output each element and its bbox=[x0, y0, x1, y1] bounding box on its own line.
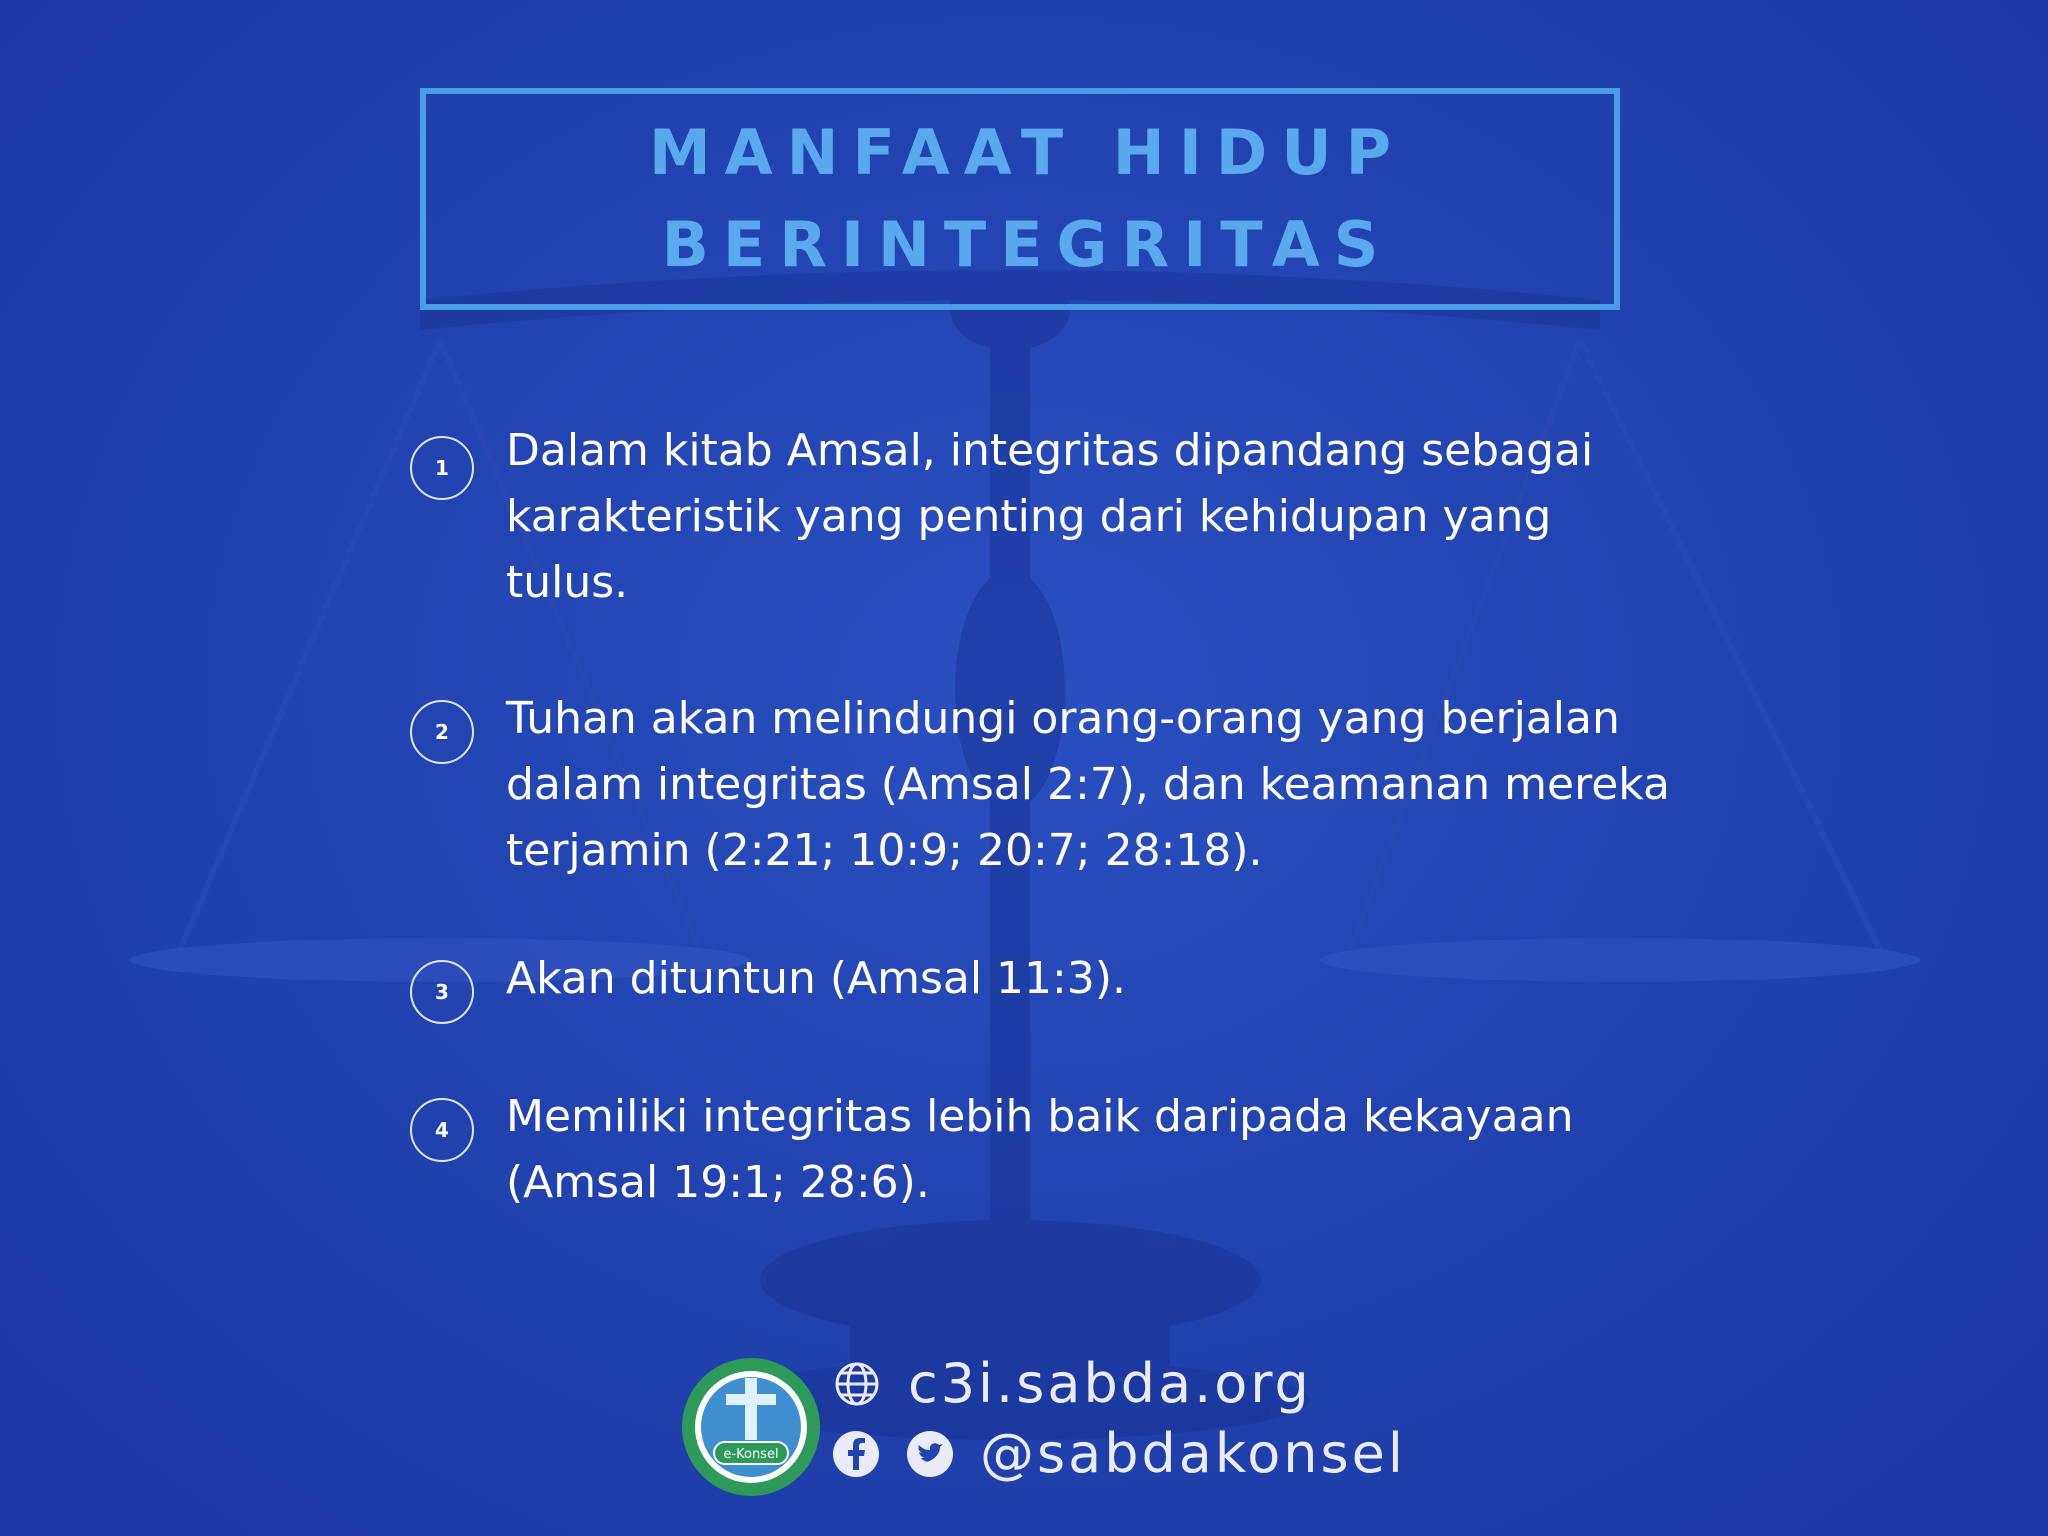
item-text: Tuhan akan melindungi orang-orang yang berjalan dalam integritas (Amsal 2:7), dan keamanan mereka terjamin (2:21; 10:9; 20:7; 28:18). bbox=[506, 693, 1670, 876]
social-handle-link[interactable]: @sabdakonsel bbox=[980, 1422, 1406, 1485]
item-text: Akan dituntun (Amsal 11:3). bbox=[506, 953, 1127, 1004]
title-box bbox=[420, 88, 1620, 310]
globe-icon bbox=[832, 1359, 882, 1409]
item-text: Memiliki integritas lebih baik daripada kekayaan (Amsal 19:1; 28:6). bbox=[506, 1091, 1574, 1208]
social-row bbox=[832, 1422, 1406, 1485]
facebook-icon[interactable] bbox=[832, 1430, 880, 1478]
title-line-1: MANFAAT HIDUP bbox=[648, 116, 1406, 189]
item-text: Dalam kitab Amsal, integritas dipandang sebagai karakteristik yang penting dari kehidupan yang tulus. bbox=[506, 425, 1594, 608]
svg-text:e-Konsel: e-Konsel bbox=[723, 1447, 779, 1462]
item-number-badge: 2 bbox=[410, 700, 474, 764]
footer bbox=[680, 1352, 1406, 1502]
item-number-badge: 4 bbox=[410, 1098, 474, 1162]
website-link[interactable]: c3i.sabda.org bbox=[908, 1352, 1312, 1415]
item-number-badge: 1 bbox=[410, 436, 474, 500]
title-line-2: BERINTEGRITAS bbox=[661, 208, 1393, 281]
twitter-icon[interactable] bbox=[906, 1430, 954, 1478]
e-konsel-logo bbox=[680, 1356, 822, 1498]
website-row bbox=[832, 1352, 1312, 1415]
item-number-badge: 3 bbox=[410, 960, 474, 1024]
